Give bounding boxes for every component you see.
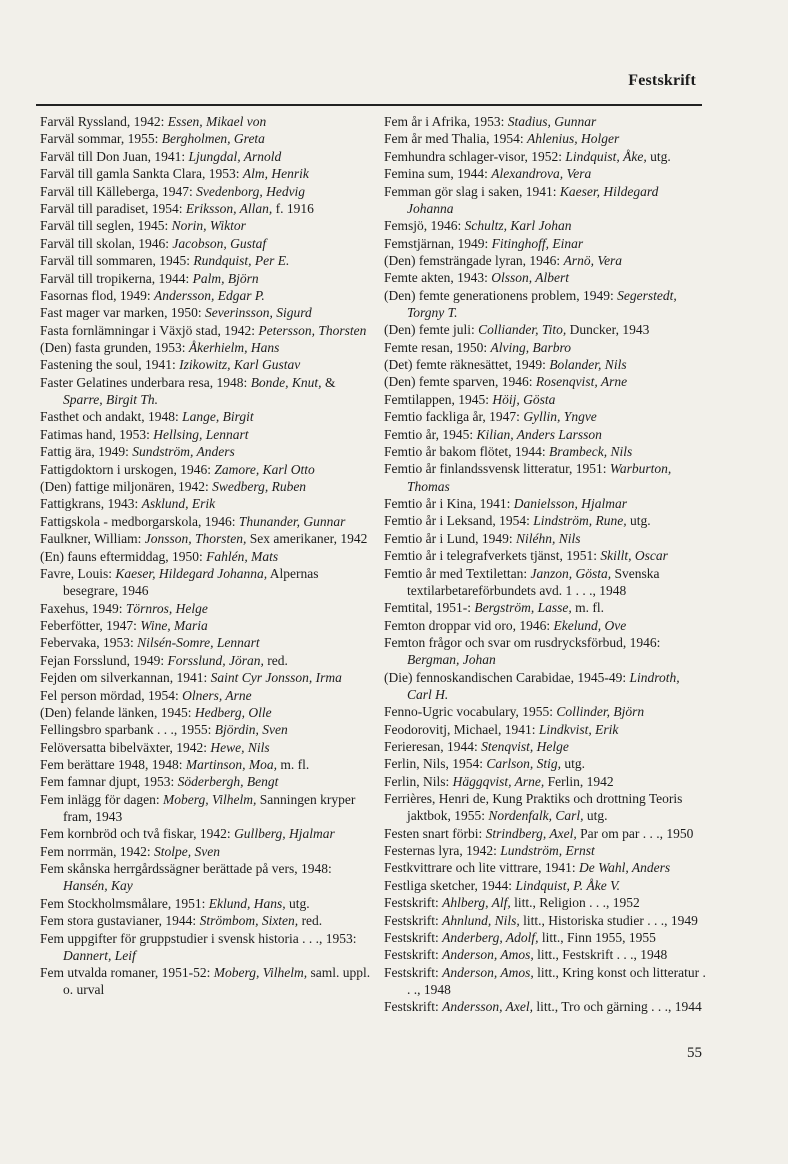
entry-title: Femtio år, 1945: <box>384 426 477 442</box>
entry-author: Strömbom, Sixten, <box>199 913 299 929</box>
catalog-entry <box>384 894 706 911</box>
entry-title: Farväl till sommaren, 1945: <box>40 253 194 269</box>
entry-author: Janzon, Gösta, <box>530 565 612 581</box>
entry-title: Festskrift: <box>384 912 443 928</box>
catalog-entry <box>384 755 706 772</box>
entry-author: Dannert, Leif <box>63 947 136 963</box>
entry-title: Fem skånska herrgårdssägner berättade på vers, 1948: <box>40 861 332 877</box>
entry-title: Farväl till tropikerna, 1944: <box>40 270 193 286</box>
catalog-entry <box>40 217 372 234</box>
entry-title: Festernas lyra, 1942: <box>384 843 501 859</box>
entry-title: Feodorovitj, Michael, 1941: <box>384 721 539 737</box>
entry-author: Jacobson, Gustaf <box>172 235 267 251</box>
entry-author: Lundström, Ernst <box>500 843 595 859</box>
entry-author: Arnö, Vera <box>563 252 623 268</box>
catalog-entry <box>40 148 372 165</box>
catalog-entry <box>384 842 706 859</box>
entry-title: Fem utvalda romaner, 1951-52: <box>40 965 214 981</box>
entry-author: Strindberg, Axel, <box>485 825 577 841</box>
entry-title: Festskrift: <box>384 964 443 980</box>
catalog-entry <box>384 547 706 564</box>
catalog-entry <box>40 443 372 460</box>
entry-title: Femstjärnan, 1949: <box>384 235 492 251</box>
entry-author: Anderberg, Adolf, <box>442 930 539 946</box>
entry-author: Bonde, Knut, <box>250 374 322 390</box>
entry-title: Festliga sketcher, 1944: <box>384 877 516 893</box>
entry-title: Femtio fackliga år, 1947: <box>384 409 524 425</box>
catalog-entry <box>384 113 706 130</box>
catalog-entry <box>384 877 706 894</box>
entry-title: Fastening the soul, 1941: <box>40 357 180 373</box>
catalog-entry <box>40 652 372 669</box>
entry-author: Petersson, Thorsten <box>258 322 367 338</box>
entry-title: Femtio år i Kina, 1941: <box>384 496 514 512</box>
catalog-entry <box>384 356 706 373</box>
catalog-entry <box>384 773 706 790</box>
entry-author: De Wahl, Anders <box>578 860 671 876</box>
entry-author: Åkerhielm, Hans <box>188 340 280 356</box>
entry-title: Feberfötter, 1947: <box>40 617 141 633</box>
entry-author: Kaeser, Hildegard Johanna, <box>115 565 268 581</box>
entry-title: Fasta fornlämningar i Växjö stad, 1942: <box>40 322 259 338</box>
entry-title: Femte resan, 1950: <box>384 339 491 355</box>
catalog-entry <box>40 113 372 130</box>
entry-title: Fast mager var marken, 1950: <box>40 305 205 321</box>
entry-author: Alm, Henrik <box>242 166 309 182</box>
catalog-entry <box>384 929 706 946</box>
entry-title: Femina sum, 1944: <box>384 166 492 182</box>
entry-title: Fem berättare 1948, 1948: <box>40 757 186 773</box>
catalog-entry <box>40 270 372 287</box>
entry-author: Essen, Mikael von <box>167 114 267 129</box>
entry-title: Festskrift: <box>384 930 443 946</box>
entry-title: Fenno-Ugric vocabulary, 1955: <box>384 704 557 720</box>
catalog-entry <box>40 478 372 495</box>
entry-title: Ferlin, Nils, 1954: <box>384 756 487 772</box>
catalog-entry <box>40 339 372 356</box>
entry-title: Fem norrmän, 1942: <box>40 843 154 859</box>
catalog-entry <box>384 912 706 929</box>
catalog-entry <box>40 964 372 998</box>
entry-note: & <box>321 374 336 390</box>
entry-author: Anderson, Amos, <box>442 964 534 980</box>
entry-author: Martinson, Moa, <box>185 757 277 773</box>
entry-title: Ferrières, Henri de, Kung Praktiks och drottning Teoris jaktbok, 1955: <box>384 791 683 824</box>
catalog-entry <box>40 773 372 790</box>
entry-title: Femtilappen, 1945: <box>384 391 493 407</box>
entry-author: Norin, Wiktor <box>171 218 246 234</box>
entry-title: Farväl till Källeberga, 1947: <box>40 183 197 199</box>
entry-note: litt., Festskrift . . ., 1948 <box>533 947 668 963</box>
entry-title: Fem stora gustavianer, 1944: <box>40 913 200 929</box>
catalog-entry <box>40 895 372 912</box>
entry-note: litt., Kring konst och litteratur . . ., 1948 <box>407 964 706 998</box>
catalog-entry <box>40 860 372 894</box>
entry-author: Gullberg, Hjalmar <box>234 826 335 842</box>
entry-author: Alexandrova, Vera <box>491 166 592 182</box>
catalog-entry <box>40 374 372 408</box>
catalog-entry <box>384 617 706 634</box>
catalog-entry <box>40 322 372 339</box>
entry-title: Fejan Forsslund, 1949: <box>40 652 168 668</box>
entry-title: Femtio år med Textilettan: <box>384 565 531 581</box>
entry-title: (Den) felande länken, 1945: <box>40 704 195 720</box>
catalog-entry <box>384 946 706 963</box>
entry-title: (Den) femte juli: <box>384 322 479 338</box>
entry-author: Colliander, Tito, <box>478 322 567 338</box>
entry-title: Ferieresan, 1944: <box>384 738 482 754</box>
entry-title: Fattigdoktorn i urskogen, 1946: <box>40 461 215 477</box>
catalog-entry <box>40 617 372 634</box>
entry-title: Femsjö, 1946: <box>384 218 465 234</box>
catalog-entry <box>384 252 706 269</box>
entry-note: red. <box>263 652 288 668</box>
entry-note: Sex amerikaner, 1942 <box>246 531 368 547</box>
entry-title: Femtital, 1951-: <box>384 600 475 616</box>
entry-title: Faxehus, 1949: <box>40 600 126 616</box>
entry-title: Femtio år i Lund, 1949: <box>384 530 516 546</box>
entry-note: litt., Historiska studier . . ., 1949 <box>519 912 698 928</box>
entry-author: Stolpe, Sven <box>154 843 220 859</box>
entry-author: Saint Cyr Jonsson, Irma <box>210 670 342 686</box>
catalog-entry <box>384 634 706 668</box>
catalog-entry <box>384 165 706 182</box>
catalog-entry <box>384 998 706 1015</box>
catalog-entry <box>384 825 706 842</box>
entry-author: Rosenqvist, Arne <box>535 374 628 390</box>
entry-author: Lindkvist, Erik <box>538 721 619 737</box>
entry-author: Skillt, Oscar <box>600 548 668 564</box>
entry-title: Faulkner, William: <box>40 531 145 547</box>
catalog-entry <box>40 165 372 182</box>
entry-author: Segerstedt, Torgny T. <box>407 287 677 320</box>
entry-author: Moberg, Vilhelm, <box>213 965 308 981</box>
catalog-entry <box>40 426 372 443</box>
entry-title: Festskrift: <box>384 999 443 1015</box>
entry-author: Nilsén-Somre, Lennart <box>137 635 260 651</box>
entry-title: Femtio år finlandssvensk litteratur, 1951: <box>384 461 610 477</box>
entry-author: Gyllin, Yngve <box>523 409 597 425</box>
entry-title: Fellingsbro sparbank . . ., 1955: <box>40 722 215 738</box>
entry-author: Lindquist, Åke, <box>565 148 647 164</box>
catalog-entry <box>384 443 706 460</box>
entry-title: Fattig ära, 1949: <box>40 444 133 460</box>
entry-title: Fem uppgifter för gruppstudier i svensk historia . . ., 1953: <box>40 930 357 946</box>
catalog-entry <box>40 739 372 756</box>
catalog-entry <box>40 704 372 721</box>
entry-author: Bolander, Nils <box>549 357 627 373</box>
entry-author: Swedberg, Ruben <box>212 479 307 495</box>
entry-title: (Den) fattige miljonären, 1942: <box>40 479 213 495</box>
entry-title: (Det) femte räknesättet, 1949: <box>384 357 550 373</box>
entry-title: Fejden om silverkannan, 1941: <box>40 670 211 686</box>
entry-title: Farväl till Don Juan, 1941: <box>40 148 189 164</box>
catalog-entry <box>40 130 372 147</box>
catalog-entry <box>384 130 706 147</box>
entry-author: Söderbergh, Bengt <box>177 774 279 790</box>
entry-note: Svenska textilarbetareförbundets avd. 1 . . ., 1948 <box>407 565 660 598</box>
entry-title: Farväl sommar, 1955: <box>40 131 162 147</box>
entry-author: Stadius, Gunnar <box>507 114 597 129</box>
entry-author: Jonsson, Thorsten, <box>144 531 247 547</box>
entry-author: Fitinghoff, Einar <box>491 235 584 251</box>
header-rule <box>36 104 702 106</box>
catalog-entry <box>40 183 372 200</box>
entry-note: litt., Tro och gärning . . ., 1944 <box>533 999 702 1015</box>
catalog-entry <box>40 252 372 269</box>
entry-author: Severinsson, Sigurd <box>204 305 312 321</box>
catalog-entry <box>40 235 372 252</box>
entry-author: Palm, Björn <box>192 270 259 286</box>
entry-note: litt., Religion . . ., 1952 <box>510 895 640 911</box>
entry-author: Forsslund, Jöran, <box>167 652 264 668</box>
entry-author: Andersson, Axel, <box>442 999 534 1015</box>
entry-coauthor: Sparre, Birgit Th. <box>63 392 159 408</box>
entry-author: Bergholmen, Greta <box>161 131 265 147</box>
entry-author: Lindroth, Carl H. <box>407 669 680 702</box>
entry-author: Schultz, Karl Johan <box>464 218 572 234</box>
entry-author: Brambeck, Nils <box>548 444 633 460</box>
entry-title: Farväl till seglen, 1945: <box>40 218 172 234</box>
catalog-entry <box>40 756 372 773</box>
entry-author: Andersson, Edgar P. <box>154 287 265 303</box>
catalog-entry <box>384 460 706 494</box>
catalog-entry <box>384 859 706 876</box>
entry-title: Faster Gelatines underbara resa, 1948: <box>40 374 251 390</box>
catalog-entry <box>40 721 372 738</box>
catalog-entry <box>384 964 706 998</box>
catalog-entry <box>384 391 706 408</box>
entry-title: Fasornas flod, 1949: <box>40 287 154 303</box>
catalog-entry <box>40 687 372 704</box>
entry-note: Par om par . . ., 1950 <box>576 825 694 841</box>
catalog-entry <box>40 791 372 825</box>
entry-title: Fattigskola - medborgarskola, 1946: <box>40 513 239 529</box>
entry-author: Moberg, Vilhelm, <box>162 791 257 807</box>
catalog-entry <box>40 304 372 321</box>
entry-title: Farväl till skolan, 1946: <box>40 235 173 251</box>
entry-title: Fem kornbröd och två fiskar, 1942: <box>40 826 235 842</box>
entry-title: Femman gör slag i saken, 1941: <box>384 183 560 199</box>
entry-title: Festskrift: <box>384 947 443 963</box>
entry-author: Niléhn, Nils <box>516 530 581 546</box>
entry-title: Farväl till gamla Sankta Clara, 1953: <box>40 166 243 182</box>
entry-author: Kaeser, Hildegard Johanna <box>407 183 659 216</box>
entry-author: Bergström, Lasse, <box>474 600 572 616</box>
catalog-entry <box>40 495 372 512</box>
entry-title: Festen snart förbi: <box>384 825 486 841</box>
entry-author: Rundquist, Per E. <box>193 253 290 269</box>
entry-author: Eriksson, Allan, <box>185 200 273 216</box>
entry-author: Wine, Maria <box>140 617 208 633</box>
catalog-entry <box>40 461 372 478</box>
entry-title: Festskrift: <box>384 895 443 911</box>
entry-note: utg. <box>646 148 671 164</box>
catalog-entry <box>40 634 372 651</box>
entry-title: (En) fauns eftermiddag, 1950: <box>40 548 207 564</box>
catalog-entry <box>384 148 706 165</box>
entry-title: Femte akten, 1943: <box>384 270 492 286</box>
catalog-entry <box>40 530 372 547</box>
entry-author: Höij, Gösta <box>492 391 556 407</box>
entry-note: Alpernas besegrare, 1946 <box>63 565 319 599</box>
catalog-entry <box>384 495 706 512</box>
entry-title: (Den) fasta grunden, 1953: <box>40 340 189 356</box>
catalog-entry <box>384 183 706 217</box>
entry-title: Fem famnar djupt, 1953: <box>40 774 178 790</box>
entry-title: Fasthet och andakt, 1948: <box>40 409 183 425</box>
catalog-entry <box>384 599 706 616</box>
entry-note: Duncker, 1943 <box>566 322 650 338</box>
entry-author: Alving, Barbro <box>490 339 571 355</box>
catalog-entry <box>384 235 706 252</box>
catalog-entry <box>40 200 372 217</box>
entry-author: Lange, Birgit <box>182 409 254 425</box>
entry-author: Collinder, Björn <box>556 704 645 720</box>
entry-title: (Den) femte sparven, 1946: <box>384 374 536 390</box>
entry-author: Ljungdal, Arnold <box>188 148 282 164</box>
entry-note: Ferlin, 1942 <box>544 773 614 789</box>
entry-author: Törnros, Helge <box>125 600 208 616</box>
entry-note: saml. uppl. o. urval <box>63 965 371 998</box>
entry-title: (Den) femsträngade lyran, 1946: <box>384 252 564 268</box>
catalog-entry <box>40 513 372 530</box>
running-head: Festskrift <box>628 72 696 89</box>
entry-title: Fem år med Thalia, 1954: <box>384 131 527 147</box>
catalog-entry <box>384 339 706 356</box>
entry-title: Fem år i Afrika, 1953: <box>384 114 508 129</box>
catalog-entry <box>384 738 706 755</box>
catalog-entry <box>384 408 706 425</box>
catalog-entry <box>40 287 372 304</box>
entry-note: m. fl. <box>276 757 310 773</box>
catalog-entry <box>384 217 706 234</box>
entry-title: Felöversatta bibelväxter, 1942: <box>40 739 211 755</box>
entry-author: Björdin, Sven <box>214 722 288 738</box>
entry-author: Warburton, Thomas <box>407 461 672 494</box>
entry-author: Danielsson, Hjalmar <box>513 496 627 512</box>
entry-author: Hedberg, Olle <box>194 704 272 720</box>
entry-author: Ahlberg, Alf, <box>442 895 511 911</box>
catalog-entry <box>40 843 372 860</box>
catalog-entry <box>384 669 706 703</box>
catalog-entry <box>384 287 706 321</box>
entry-note: m. fl. <box>571 600 605 616</box>
entry-author: Ekelund, Ove <box>553 617 627 633</box>
entry-author: Asklund, Erik <box>141 496 216 512</box>
entry-note: red. <box>298 913 323 929</box>
entry-author: Bergman, Johan <box>407 652 496 668</box>
entry-author: Ahlenius, Holger <box>526 131 620 147</box>
entry-title: Festkvittrare och lite vittrare, 1941: <box>384 860 579 876</box>
entry-title: Fel person mördad, 1954: <box>40 687 183 703</box>
entry-author: Olners, Arne <box>182 687 252 703</box>
entry-title: Ferlin, Nils: <box>384 773 453 789</box>
entry-title: (Den) femte generationens problem, 1949: <box>384 287 618 303</box>
catalog-entry <box>40 930 372 964</box>
entry-author: Hewe, Nils <box>210 739 270 755</box>
catalog-entry <box>40 825 372 842</box>
entry-title: Femtio år i telegrafverkets tjänst, 1951: <box>384 548 601 564</box>
entry-title: Femtio år bakom flötet, 1944: <box>384 444 549 460</box>
entry-note: utg. <box>561 756 586 772</box>
entry-note: litt., Finn 1955, 1955 <box>538 930 656 946</box>
entry-author: Anderson, Amos, <box>442 947 534 963</box>
catalog-entry <box>40 548 372 565</box>
entry-title: Fem inlägg för dagen: <box>40 791 163 807</box>
catalog-entry <box>384 373 706 390</box>
left-column <box>40 113 372 999</box>
entry-author: Sundström, Anders <box>132 444 235 460</box>
entry-title: Farväl till paradiset, 1954: <box>40 200 186 216</box>
catalog-entry <box>40 408 372 425</box>
catalog-entry <box>384 565 706 599</box>
entry-author: Lindquist, P. Åke V. <box>515 877 620 893</box>
entry-author: Nordenfalk, Carl, <box>488 808 584 824</box>
entry-title: Favre, Louis: <box>40 565 116 581</box>
catalog-entry <box>384 721 706 738</box>
entry-author: Hellsing, Lennart <box>153 426 249 442</box>
right-column <box>384 113 706 1016</box>
catalog-entry <box>384 512 706 529</box>
entry-title: Farväl Ryssland, 1942: <box>40 114 168 129</box>
entry-author: Ahnlund, Nils, <box>442 912 520 928</box>
catalog-entry <box>384 790 706 824</box>
entry-note: utg. <box>626 513 651 529</box>
entry-title: Femtio år i Leksand, 1954: <box>384 513 534 529</box>
entry-author: Stenqvist, Helge <box>481 738 569 754</box>
entry-title: Fem Stockholmsmålare, 1951: <box>40 895 209 911</box>
entry-title: Fattigkrans, 1943: <box>40 496 142 512</box>
catalog-entry <box>40 356 372 373</box>
entry-author: Olsson, Albert <box>491 270 569 286</box>
entry-author: Eklund, Hans, <box>208 895 286 911</box>
catalog-entry <box>40 600 372 617</box>
entry-author: Fahlén, Mats <box>206 548 279 564</box>
entry-author: Zamore, Karl Otto <box>214 461 315 477</box>
entry-author: Hansén, Kay <box>63 878 133 894</box>
entry-author: Häggqvist, Arne, <box>452 773 545 789</box>
entry-author: Kilian, Anders Larsson <box>476 426 602 442</box>
entry-note: utg. <box>285 895 310 911</box>
page-number: 55 <box>687 1045 702 1061</box>
entry-author: Carlson, Stig, <box>486 756 562 772</box>
catalog-entry <box>384 426 706 443</box>
catalog-entry <box>40 565 372 599</box>
catalog-entry <box>384 321 706 338</box>
entry-note: f. 1916 <box>272 200 314 216</box>
entry-author: Lindström, Rune, <box>533 513 627 529</box>
entry-author: Thunander, Gunnar <box>238 513 346 529</box>
catalog-entry <box>384 269 706 286</box>
catalog-entry <box>384 703 706 720</box>
catalog-entry <box>40 912 372 929</box>
entry-title: Fatimas hand, 1953: <box>40 426 154 442</box>
entry-title: Femton droppar vid oro, 1946: <box>384 617 554 633</box>
catalog-entry <box>40 669 372 686</box>
entry-title: Febervaka, 1953: <box>40 635 138 651</box>
entry-note: Sanningen kryper fram, 1943 <box>63 791 356 825</box>
catalog-entry <box>384 530 706 547</box>
entry-author: Svedenborg, Hedvig <box>196 183 306 199</box>
entry-title: Femton frågor och svar om rusdrycksförbud, 1946: <box>384 634 661 650</box>
entry-author: Izikowitz, Karl Gustav <box>179 357 301 373</box>
entry-title: Femhundra schlager-visor, 1952: <box>384 148 566 164</box>
entry-title: (Die) fennoskandischen Carabidae, 1945-49: <box>384 669 630 685</box>
entry-note: utg. <box>583 808 608 824</box>
